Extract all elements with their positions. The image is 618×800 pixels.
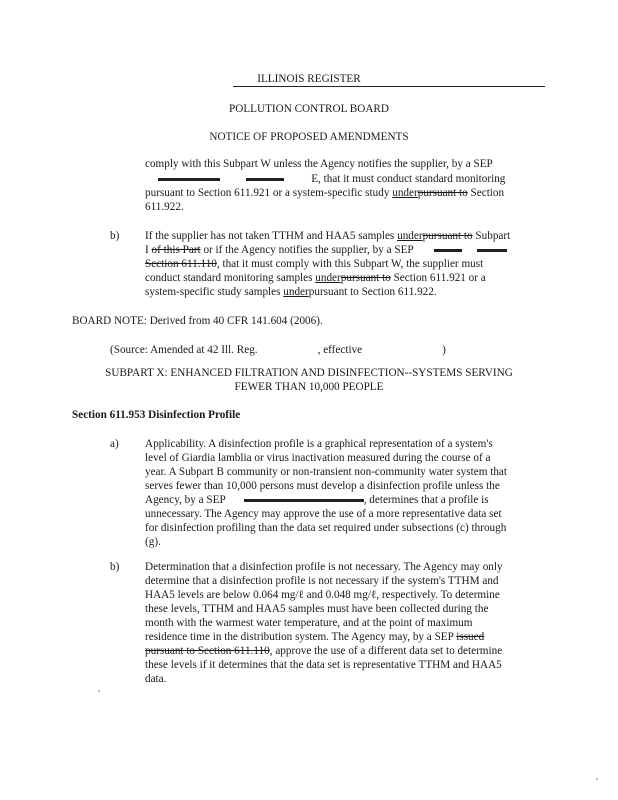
item-b2-line-8: these levels if it determines that the data set is representative TTHM and HAA5 xyxy=(145,659,502,671)
item-a-line-4: serves fewer than 10,000 persons must develop a disinfection profile unless the xyxy=(145,480,500,492)
item-b2-line-6: residence time in the distribution system. The Agency may, by a SEP issued xyxy=(145,631,485,643)
board-note: BOARD NOTE: Derived from 40 CFR 141.604 (2006). xyxy=(72,315,323,327)
redaction-mark xyxy=(244,499,364,502)
item-b1-line-1: If the supplier has not taken TTHM and HAA5 samples underpursuant to Subpart xyxy=(145,230,511,242)
item-a-label: a) xyxy=(110,438,119,450)
redaction-mark xyxy=(246,178,284,181)
item-b1-line-4: conduct standard monitoring samples underpursuant to Section 611.921 or a xyxy=(145,272,486,284)
subpart-heading-line-2: FEWER THAN 10,000 PEOPLE xyxy=(234,381,384,393)
item-a-line-5: Agency, by a SEP , determines that a profile is xyxy=(145,494,489,506)
redaction-mark xyxy=(434,249,462,252)
section-title: Section 611.953 Disinfection Profile xyxy=(72,409,241,421)
scan-speck xyxy=(596,778,598,780)
item-b2-line-7: pursuant to Section 611.110, approve the use of a different data set to determine xyxy=(145,645,503,657)
item-b2-line-9: data. xyxy=(145,673,167,685)
notice-title: NOTICE OF PROPOSED AMENDMENTS xyxy=(209,131,409,143)
item-a-line-1: Applicability. A disinfection profile is a graphical representation of a system's xyxy=(145,438,493,450)
header-rule xyxy=(233,86,545,87)
item-b1-label: b) xyxy=(110,230,120,242)
item-a-line-2: level of Giardia lamblia or virus inactivation measured during the course of a xyxy=(145,452,491,464)
register-title: ILLINOIS REGISTER xyxy=(257,73,361,85)
intro-line-4: 611.922. xyxy=(145,201,184,213)
item-a-line-6: unnecessary. The Agency may approve the use of a more representative data set xyxy=(145,508,502,520)
item-b2-line-4: these levels, TTHM and HAA5 samples must have been collected during the xyxy=(145,603,489,615)
subpart-heading-line-1: SUBPART X: ENHANCED FILTRATION AND DISINFECTION--SYSTEMS SERVING xyxy=(105,367,513,379)
scan-speck xyxy=(98,690,100,692)
intro-line-3: pursuant to Section 611.921 or a system-specific study underpursuant to Section xyxy=(145,187,505,199)
item-b2-line-3: HAA5 levels are below 0.064 mg/ℓ and 0.048 mg/ℓ, respectively. To determine xyxy=(145,589,500,601)
item-b2-line-2: determine that a disinfection profile is not necessary if the system's TTHM and xyxy=(145,575,499,587)
intro-line-2: E, that it must conduct standard monitoring xyxy=(158,172,505,186)
redaction-mark xyxy=(158,178,220,181)
item-b1-line-2: I of this Part or if the Agency notifies the supplier, by a SEP xyxy=(145,243,507,257)
item-a-line-3: year. A Subpart B community or non-transient non-community water system that xyxy=(145,466,507,478)
board-title: POLLUTION CONTROL BOARD xyxy=(229,103,389,115)
item-b2-line-1: Determination that a disinfection profile is not necessary. The Agency may only xyxy=(145,561,503,573)
redaction-mark xyxy=(477,249,507,252)
item-b1-line-5: system-specific study samples underpursuant to Section 611.922. xyxy=(145,286,437,298)
item-b2-label: b) xyxy=(110,561,120,573)
item-a-line-8: (g). xyxy=(145,536,161,548)
item-b2-line-5: month with the warmest water temperature, and at the point of maximum xyxy=(145,617,473,629)
source-line: (Source: Amended at 42 Ill. Reg. , effective ) xyxy=(110,344,446,356)
item-b1-line-3: Section 611.110, that it must comply with this Subpart W, the supplier must xyxy=(145,258,484,270)
item-a-line-7: for disinfection profiling than the data set required under subsections (c) through xyxy=(145,522,507,534)
intro-line-1: comply with this Subpart W unless the Agency notifies the supplier, by a SEP xyxy=(145,158,493,170)
